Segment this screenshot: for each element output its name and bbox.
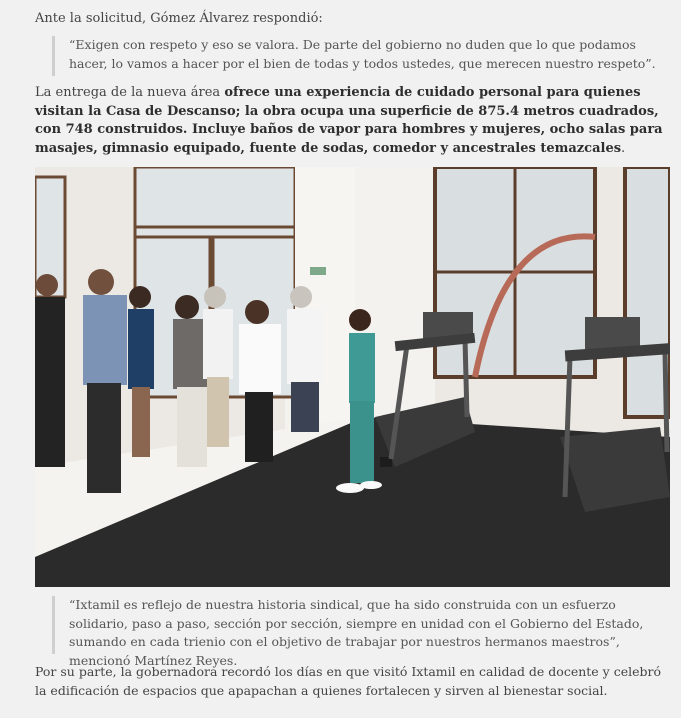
blockquote-sindical (52, 596, 665, 668)
closing-paragraph: Por su parte, la gobernadora recordó los días en que visitó Ixtamil en calidad de docente y celebró la edificación de espacios que apapachan a quienes fortalecen y sirven al bienestar social. (35, 664, 661, 698)
blockquote-government (52, 36, 665, 76)
body-lead-text: La entrega de la nueva área (35, 85, 225, 100)
body-bold-text: ofrece una experiencia de cuidado personal para quienes visitan la Casa de Descanso; la obra ocupa una superficie de 875.4 metros cuadrados, con 748 construidos. Incluye baños de vapor para hombres y mujeres, ocho salas para masajes, gimnasio equipado, fuente de sodas, comedor y ancestrales temazcales (35, 85, 663, 156)
quote-text: “Ixtamil es reflejo de nuestra historia sindical, que ha sido construida con un esfuerzo solidario, paso a paso, sección por sección, siempre en unidad con el Gobierno del Estado, sumando en cada trienio con el objetivo de trabajar por nuestros hermanos maestros”, mencionó Martínez Reyes. (69, 597, 644, 668)
body-end-text: . (621, 140, 626, 156)
quote-text: “Exigen con respeto y eso se valora. De parte del gobierno no duden que lo que podamos hacer, lo vamos a hacer por el bien de todas y todos ustedes, que merecen nuestro respeto”. (69, 37, 656, 71)
intro-paragraph: Ante la solicitud, Gómez Álvarez respondió: (35, 11, 323, 26)
gym-photo-illustration (35, 167, 670, 587)
body-paragraph (35, 84, 675, 158)
gym-photo (35, 167, 670, 587)
